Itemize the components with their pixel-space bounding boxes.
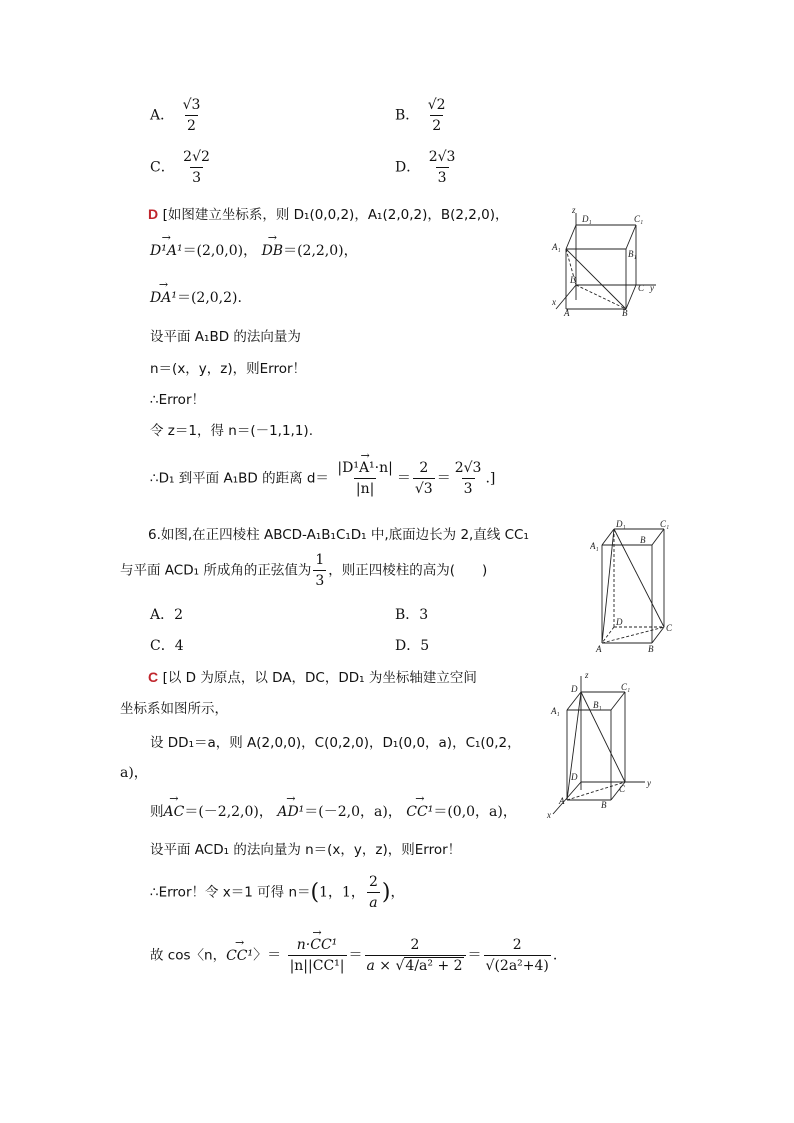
numerator: 2 (419, 460, 429, 476)
solution5-line3 (150, 287, 242, 307)
solution6-line7: ∴Error！令 x＝1 可得 n＝(1，1， $\frac{2}{a}$ )， (150, 874, 405, 911)
line-ac (567, 782, 625, 800)
answer-letter: D (148, 206, 159, 222)
label: B₁ (628, 249, 637, 259)
denominator: 3 (462, 478, 475, 499)
solution6-line2: 坐标系如图所示， (120, 701, 228, 717)
line-ac (602, 627, 664, 643)
text: ＝(－2,0，a)， (304, 804, 402, 820)
numerator: → n·CC¹ (295, 935, 340, 955)
label: A₁ (590, 541, 599, 551)
option-d (395, 147, 459, 188)
solution5-line4: 设平面 A₁BD 的法向量为 (150, 329, 301, 345)
vector: → D¹A¹ (150, 243, 183, 259)
figure-cube-coordinates (548, 205, 668, 317)
label: B (601, 800, 607, 810)
option-c (150, 147, 214, 188)
numerator: √3 (182, 97, 201, 113)
label: x (552, 297, 556, 307)
solution5-line8: ∴D₁ 到平面 A₁BD 的距离 d＝ → $\frac{\text{|D¹A¹·n|}}{|n|}$ ＝ $\frac{2}{√3}$ ＝ $\frac{2√3}{3}$ .] (150, 458, 495, 499)
figure-prism-coordinates (545, 670, 660, 820)
text: ＝(－2,2,0)， (184, 804, 273, 820)
label: A₁ (551, 706, 560, 716)
solution6-line1 (148, 666, 477, 686)
solution5-line1 (148, 203, 509, 223)
solution6-line6: 设平面 ACD₁ 的法向量为 n＝(x，y，z)，则Error！ (150, 842, 462, 858)
denominator: 2 (430, 115, 443, 136)
solution6-line5 (150, 800, 517, 821)
figure-prism (590, 515, 680, 655)
solution6-line4: a)， (120, 765, 148, 781)
edge (626, 285, 636, 309)
denominator: a × √4/a² + 2 (365, 955, 466, 976)
fraction (181, 95, 203, 136)
denominator: 3 (313, 570, 326, 591)
label: C₁ (621, 682, 631, 692)
option-label: D． (395, 159, 421, 176)
fraction (413, 458, 435, 499)
question6-line1: 6.如图,在正四棱柱 ABCD-A₁B₁C₁D₁ 中,底面边长为 2,直线 CC₁ (148, 527, 529, 543)
vector: → AD¹ (277, 804, 304, 820)
label: D (616, 617, 623, 627)
denominator: |n||CC¹| (288, 955, 347, 976)
denominator: √3 (413, 478, 435, 499)
label: C₁ (660, 519, 670, 529)
dashed-line (576, 285, 626, 309)
solution5-line6: ∴Error！ (150, 392, 205, 408)
denominator: √(2a²+4) (484, 955, 551, 976)
label: C (638, 283, 645, 293)
vector: → DA¹ (150, 290, 177, 306)
q6-option-b: B．3 (395, 607, 429, 623)
radicand: 4/a² + 2 (405, 958, 463, 974)
text: ∴Error！令 x＝1 可得 n＝ (150, 884, 311, 901)
fraction (426, 95, 448, 136)
numerator: 2√2 (183, 149, 210, 165)
label: B (648, 644, 654, 654)
numerator: 2√3 (428, 149, 456, 165)
numerator: 2 (368, 874, 378, 890)
label: C₁ (634, 214, 644, 224)
label: C (666, 623, 673, 633)
fraction (181, 147, 212, 188)
q6-option-d: D．5 (395, 638, 430, 654)
label: D₁ (616, 519, 626, 529)
fraction (453, 458, 484, 499)
text: [如图建立坐标系，则 D₁(0,0,2)，A₁(2,0,2)，B(2,2,0)， (162, 207, 509, 223)
option-b (395, 95, 450, 136)
label: D (571, 684, 578, 694)
numerator: 1 (315, 552, 325, 568)
label: x (547, 810, 551, 820)
q6-option-a: A．2 (150, 607, 184, 623)
edge (611, 692, 625, 710)
option-label: B． (395, 107, 420, 124)
text: ∴D₁ 到平面 A₁BD 的距离 d＝ (150, 470, 329, 487)
solution5-line5: n＝(x，y，z)，则Error！ (150, 361, 307, 377)
fraction (288, 935, 347, 976)
numerator: 2 (512, 937, 522, 953)
q6-option-c: C．4 (150, 638, 184, 654)
fraction (335, 458, 394, 499)
solution5-line2 (150, 240, 358, 260)
label: z (585, 670, 589, 680)
text: .] (485, 470, 496, 487)
fraction (484, 935, 551, 976)
denominator: |n| (354, 478, 376, 499)
numerator: → |D¹A¹·n| (335, 458, 394, 478)
option-label: A． (150, 107, 175, 124)
denominator: a (367, 892, 379, 913)
denominator: 3 (436, 167, 449, 188)
line-cd1 (581, 692, 625, 782)
solution6-line8: 故 cos〈n，→ CC¹〉＝ → $\frac{\text{n·CC¹}}{\text{|n||CC¹|}}$ ＝ $\frac{2}{\text{a × √4/a² + 2}}$ ＝ $\frac{2}{\text{√(2a²+4)}}$ . (150, 935, 557, 976)
text: [以 D 为原点，以 DA，DC，DD₁ 为坐标轴建立空间 (162, 670, 477, 686)
vector: → AC (164, 804, 185, 820)
line-ad1 (602, 529, 614, 643)
line-cd1 (614, 529, 664, 627)
numerator: 2 (410, 937, 420, 953)
text: 〉＝ (253, 947, 282, 964)
text: ＝(0,0，a)， (433, 804, 517, 820)
label: A (559, 796, 565, 806)
text: 则 (150, 804, 164, 820)
edge (626, 225, 636, 249)
edge (652, 529, 664, 545)
numerator: 2√3 (454, 460, 482, 476)
label: B₁ (593, 700, 602, 710)
label: B (640, 535, 646, 545)
text: ＝(2,0,0)， (182, 243, 258, 259)
label: D₁ (582, 214, 592, 224)
text: ＝(2,2,0)， (283, 243, 358, 259)
label: A₁ (552, 242, 561, 252)
edge (566, 225, 576, 249)
denominator: 3 (190, 167, 203, 188)
text: 故 cos〈n， (150, 947, 227, 964)
text: 与平面 ACD₁ 所成角的正弦值为 (120, 562, 312, 579)
label: C (619, 784, 626, 794)
solution5-line7: 令 z＝1，得 n＝(－1,1,1). (150, 423, 313, 439)
label: A (596, 644, 602, 654)
text: a × (366, 958, 392, 974)
option-a (150, 95, 204, 136)
text: ＝(2,0,2). (176, 290, 242, 306)
fraction (367, 872, 380, 913)
fraction (313, 550, 326, 591)
label: y (650, 283, 654, 293)
label: D (570, 275, 577, 285)
denominator: 2 (185, 115, 198, 136)
text: ，则正四棱柱的高为( ) (328, 562, 488, 579)
answer-letter: C (148, 669, 159, 685)
fraction (427, 147, 458, 188)
solution6-line3: 设 DD₁＝a，则 A(2,0,0)，C(0,2,0)，D₁(0,0，a)，C₁(0,2， (150, 735, 521, 751)
numerator: √2 (427, 97, 446, 113)
label: A (564, 308, 570, 317)
label: D (571, 772, 578, 782)
vector-components: 1，1， (319, 884, 365, 901)
vector: → CC¹ (406, 804, 433, 820)
label: y (647, 778, 651, 788)
vector: → DB (262, 243, 284, 259)
question6-line2 (120, 550, 487, 591)
vector: → CC¹ (226, 948, 253, 964)
label: B (622, 308, 628, 317)
option-label: C． (150, 159, 175, 176)
edge (652, 627, 664, 643)
fraction (365, 935, 466, 976)
label: z (572, 205, 576, 215)
